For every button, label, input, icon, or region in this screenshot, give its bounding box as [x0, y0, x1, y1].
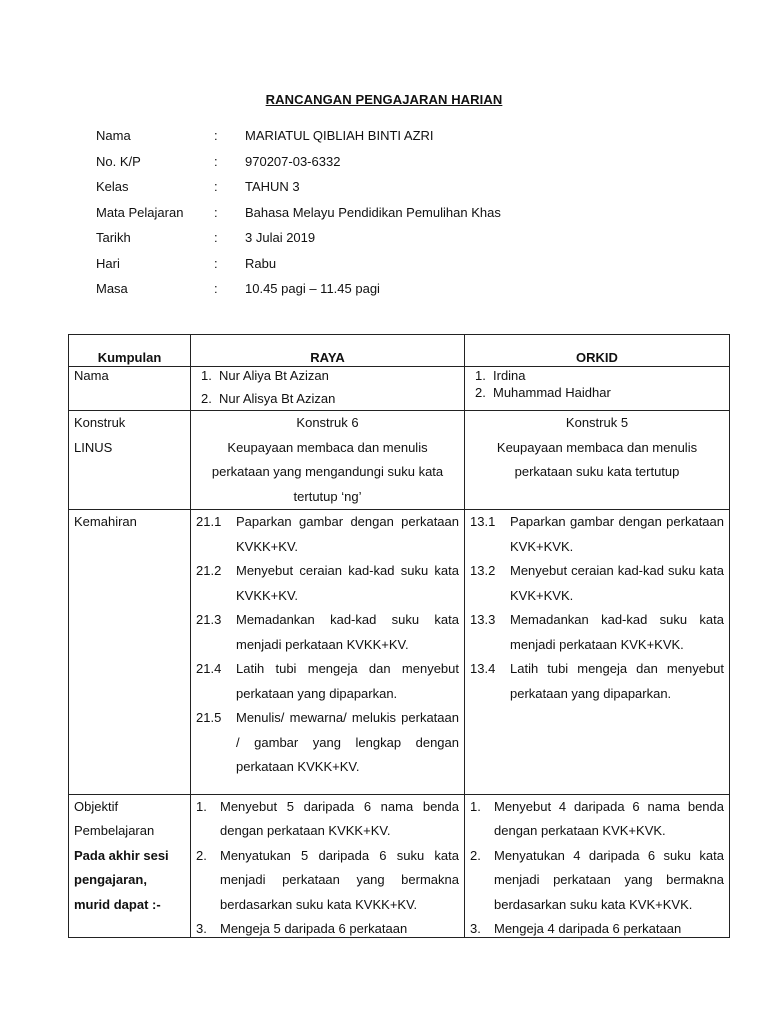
- student-name: Nur Alisya Bt Azizan: [219, 391, 336, 406]
- raya-objectives-wrap: [196, 795, 459, 937]
- objective-item: [470, 844, 724, 918]
- header-kumpulan: Kumpulan: [69, 335, 191, 367]
- table-header-row: [69, 335, 730, 367]
- linus-label: LINUS: [74, 439, 113, 455]
- info-value: 10.45 pagi – 11.45 pagi: [245, 281, 380, 297]
- skill-item: [196, 510, 459, 559]
- objective-number: 3.: [470, 921, 481, 936]
- info-row-mata-pelajaran: [96, 200, 501, 226]
- skill-number: 21.5: [196, 710, 222, 725]
- skill-number: 13.3: [470, 612, 496, 627]
- objective-item: [196, 795, 459, 844]
- info-label: Tarikh: [96, 230, 131, 246]
- objective-text: Menyatukan 4 daripada 6 suku kata menjadi perkataan yang bermakna berdasarkan suku kata KVK+KVK.: [494, 847, 724, 912]
- info-label: Mata Pelajaran: [96, 204, 184, 220]
- skill-item: [470, 608, 724, 657]
- skill-text: Memadankan kad-kad suku kata menjadi perkataan KVK+KVK.: [510, 612, 724, 652]
- objective-number: 2.: [196, 847, 207, 863]
- row-label-konstruk: [69, 411, 191, 510]
- skill-item: [196, 706, 459, 780]
- page-title: RANCANGAN PENGAJARAN HARIAN: [265, 92, 503, 107]
- skill-text: Paparkan gambar dengan perkataan KVKK+KV.: [236, 514, 459, 554]
- table-row-nama: [69, 367, 730, 411]
- header-orkid: ORKID: [465, 335, 730, 367]
- objektif-intro: Pada akhir sesi pengajaran, murid dapat :-: [74, 847, 169, 912]
- konstruk-label: Konstruk: [74, 415, 126, 430]
- skill-item: [470, 559, 724, 608]
- pembelajaran-label: Pembelajaran: [74, 823, 155, 838]
- student-name: Muhammad Haidhar: [493, 385, 611, 400]
- info-value: MARIATUL QIBLIAH BINTI AZRI: [245, 128, 434, 144]
- raya-objectives-cell: [191, 794, 465, 937]
- objective-item: [470, 917, 724, 937]
- info-value: Rabu: [245, 255, 277, 271]
- info-value: 3 Julai 2019: [245, 230, 316, 246]
- objective-item: [196, 917, 459, 937]
- info-value: Bahasa Melayu Pendidikan Pemulihan Khas: [245, 204, 501, 220]
- info-colon: :: [214, 153, 218, 169]
- table-row-kemahiran: [69, 510, 730, 795]
- info-label: Nama: [96, 128, 131, 144]
- info-label: No. K/P: [96, 153, 141, 169]
- info-label: Masa: [96, 281, 128, 297]
- student-name: Nur Aliya Bt Azizan: [219, 368, 329, 383]
- info-colon: :: [214, 128, 218, 144]
- lesson-plan-table: [68, 334, 730, 938]
- raya-konstruk-desc: Keupayaan membaca dan menulis perkataan yang mengandungi suku kata tertutup ‘ng’: [211, 439, 444, 504]
- info-row-masa: [96, 276, 501, 302]
- list-item: [470, 367, 724, 384]
- objective-number: 1.: [196, 798, 207, 814]
- info-colon: :: [214, 255, 218, 271]
- list-item: [196, 367, 459, 384]
- skill-item: [196, 559, 459, 608]
- orkid-student-list: [470, 367, 724, 401]
- skill-text: Paparkan gambar dengan perkataan KVK+KVK.: [510, 514, 724, 554]
- info-row-kelas: [96, 174, 501, 200]
- objective-number: 1.: [470, 798, 481, 814]
- row-label-kemahiran: Kemahiran: [69, 510, 191, 795]
- skill-text: Menulis/ mewarna/ melukis perkataan / gambar yang lengkap dengan perkataan KVKK+KV.: [236, 710, 459, 774]
- objective-number: 2.: [470, 847, 481, 863]
- info-row-no-kp: [96, 149, 501, 175]
- raya-skills-cell: [191, 510, 465, 795]
- skill-number: 21.3: [196, 612, 222, 627]
- orkid-students-cell: [465, 367, 730, 411]
- info-row-hari: [96, 251, 501, 277]
- objective-text: Menyebut 5 daripada 6 nama benda dengan perkataan KVKK+KV.: [220, 798, 459, 838]
- skill-text: Menyebut ceraian kad-kad suku kata KVKK+KV.: [236, 563, 459, 603]
- objektif-label: Objektif: [74, 798, 119, 814]
- info-row-tarikh: [96, 225, 501, 251]
- objective-item: [196, 844, 459, 918]
- orkid-skills-cell: [465, 510, 730, 795]
- skill-text: Latih tubi mengeja dan menyebut perkataan yang dipaparkan.: [510, 661, 724, 701]
- objective-text: Mengeja 4 daripada 6 perkataan: [494, 921, 682, 936]
- orkid-objectives-cell: [465, 794, 730, 937]
- skill-number: 21.1: [196, 514, 222, 529]
- objective-text: Menyebut 4 daripada 6 nama benda dengan perkataan KVK+KVK.: [494, 798, 724, 838]
- raya-students-cell: [191, 367, 465, 411]
- skill-number: 13.1: [470, 514, 496, 529]
- info-label: Hari: [96, 255, 120, 271]
- table-row-objektif: [69, 794, 730, 937]
- objective-item: [470, 795, 724, 844]
- skill-item: [196, 657, 459, 706]
- objective-number: 3.: [196, 921, 207, 936]
- objective-text: Mengeja 5 daripada 6 perkataan: [220, 921, 408, 936]
- info-colon: :: [214, 281, 218, 297]
- objective-text: Menyatukan 5 daripada 6 suku kata menjadi perkataan yang bermakna berdasarkan suku kata KVKK+KV.: [220, 847, 459, 912]
- list-number: 2.: [475, 385, 486, 400]
- objektif-label-wrap: [74, 795, 185, 937]
- teacher-info: [96, 123, 501, 302]
- info-colon: :: [214, 230, 218, 246]
- info-colon: :: [214, 179, 218, 195]
- skill-text: Memadankan kad-kad suku kata menjadi perkataan KVKK+KV.: [236, 612, 459, 652]
- orkid-konstruk-title: Konstruk 5: [565, 415, 629, 430]
- skill-item: [470, 657, 724, 706]
- list-item: [196, 384, 459, 410]
- skill-number: 13.2: [470, 563, 496, 578]
- skill-number: 13.4: [470, 661, 496, 676]
- student-name: Irdina: [493, 368, 526, 383]
- list-item: [470, 384, 724, 401]
- list-number: 1.: [201, 368, 212, 383]
- raya-konstruk-cell: [191, 411, 465, 510]
- skill-item: [196, 608, 459, 657]
- raya-konstruk-title: Konstruk 6: [296, 415, 359, 430]
- row-label-nama: Nama: [69, 367, 191, 411]
- skill-number: 21.2: [196, 563, 222, 578]
- list-number: 1.: [475, 368, 486, 383]
- list-number: 2.: [201, 391, 212, 406]
- header-raya: RAYA: [191, 335, 465, 367]
- info-value: TAHUN 3: [245, 179, 300, 195]
- info-row-nama: [96, 123, 501, 149]
- info-label: Kelas: [96, 179, 129, 195]
- table-row-konstruk: [69, 411, 730, 510]
- raya-student-list: [196, 367, 459, 410]
- skill-item: [470, 510, 724, 559]
- skill-number: 21.4: [196, 661, 222, 676]
- skill-text: Menyebut ceraian kad-kad suku kata KVK+KVK.: [510, 563, 724, 603]
- skill-text: Latih tubi mengeja dan menyebut perkataan yang dipaparkan.: [236, 661, 459, 701]
- info-colon: :: [214, 204, 218, 220]
- orkid-konstruk-desc: Keupayaan membaca dan menulis perkataan suku kata tertutup: [496, 439, 698, 479]
- orkid-konstruk-cell: [465, 411, 730, 510]
- row-label-objektif: [69, 794, 191, 937]
- info-value: 970207-03-6332: [245, 153, 341, 169]
- orkid-objectives-wrap: [470, 795, 724, 937]
